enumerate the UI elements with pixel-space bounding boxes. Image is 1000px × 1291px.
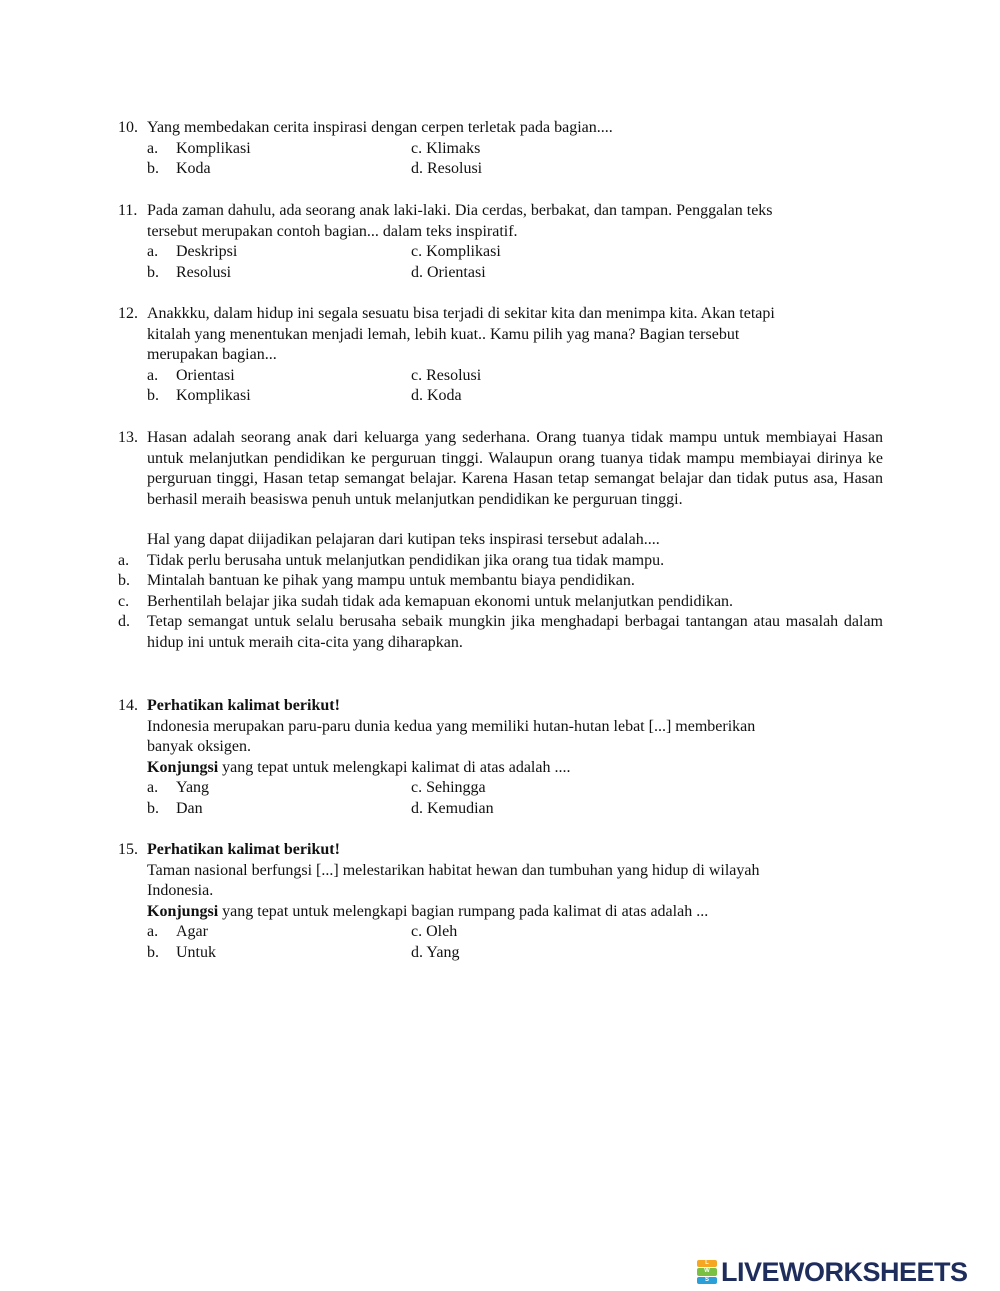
option-label: b.	[147, 799, 159, 817]
question-text-line: merupakan bagian...	[147, 346, 277, 363]
question-15	[118, 840, 883, 963]
prompt-rest: yang tepat untuk melengkapi bagian rumpang pada kalimat di atas adalah ...	[218, 902, 709, 920]
logo-text: LIVEWORKSHEETS	[721, 1256, 968, 1287]
question-text-line: Anakkku, dalam hidup ini segala sesuatu bisa terjadi di sekitar kita dan menimpa kita. Akan tetapi	[147, 305, 775, 322]
option-label: a.	[147, 243, 159, 260]
liveworksheets-logo	[697, 1257, 968, 1287]
option-b[interactable]: Koda	[176, 160, 211, 177]
question-10	[118, 118, 883, 180]
question-text: Yang membedakan cerita inspirasi dengan cerpen terletak pada bagian....	[147, 119, 613, 136]
question-prompt	[147, 758, 883, 779]
option-c[interactable]: c. Sehingga	[411, 779, 486, 796]
question-number: 10.	[118, 119, 138, 136]
option-d[interactable]: Tetap semangat untuk selalu berusaha sebaik mungkin jika menghadapi berbagai tantangan atau masalah dalam hidup ini untuk meraih cita-cita yang diharapkan.	[147, 613, 883, 651]
option-label: b.	[147, 263, 159, 281]
option-d[interactable]: d. Resolusi	[411, 160, 483, 177]
option-d[interactable]: d. Yang	[411, 943, 460, 961]
question-text-line: tersebut merupakan contoh bagian... dalam teks inspiratif.	[147, 222, 518, 240]
prompt-rest: yang tepat untuk melengkapi kalimat di atas adalah ....	[218, 758, 571, 776]
option-label: b.	[147, 387, 159, 404]
option-label: d.	[118, 613, 130, 630]
passage-text: Hasan adalah seorang anak dari keluarga yang sederhana. Orang tuanya tidak mampu untuk membiayai Hasan untuk melanjutkan pendidikan ke perguruan tinggi. Walaupun orang tuanya tidak mampu membiayai dirinya ke perguruan tinggi, Hasan tetap semangat belajar. Karena Hasan tetap semangat belajar dan tidak putus asa, Hasan berhasil meraih beasiswa penuh untuk melanjutkan pendidikan ke perguruan tinggi.	[147, 429, 883, 508]
option-b[interactable]: Untuk	[176, 943, 216, 961]
option-label: b.	[118, 572, 130, 589]
question-heading: Perhatikan kalimat berikut!	[147, 697, 340, 714]
prompt-keyword: Konjungsi	[147, 758, 219, 776]
prompt-keyword: Konjungsi	[147, 902, 219, 920]
option-c[interactable]: c. Komplikasi	[411, 243, 501, 260]
option-label: b.	[147, 160, 159, 177]
question-text: Hal yang dapat diijadikan pelajaran dari kutipan teks inspirasi tersebut adalah....	[147, 531, 660, 548]
option-c[interactable]: c. Klimaks	[411, 139, 481, 157]
sentence-line: Taman nasional berfungsi [...] melestarikan habitat hewan dan tumbuhan yang hidup di wilayah	[147, 861, 760, 879]
question-number: 12.	[118, 305, 138, 322]
option-d[interactable]: d. Kemudian	[411, 799, 494, 817]
option-a[interactable]: Agar	[176, 923, 208, 940]
option-label: a.	[147, 139, 159, 157]
question-14	[118, 696, 883, 819]
sentence-line: Indonesia.	[147, 882, 214, 899]
option-label: a.	[147, 366, 159, 384]
question-prompt	[147, 902, 883, 923]
option-label: a.	[147, 779, 159, 796]
option-label: a.	[118, 551, 130, 569]
question-number: 14.	[118, 697, 138, 714]
option-a[interactable]: Yang	[176, 779, 210, 796]
option-b[interactable]: Komplikasi	[176, 387, 251, 404]
option-a[interactable]: Deskripsi	[176, 243, 238, 260]
question-13	[118, 428, 883, 653]
option-b[interactable]: Dan	[176, 799, 203, 817]
option-d[interactable]: d. Orientasi	[411, 263, 486, 281]
question-number: 15.	[118, 841, 138, 858]
option-c[interactable]: c. Resolusi	[411, 366, 482, 384]
option-a[interactable]: Orientasi	[176, 366, 235, 384]
sentence-line: Indonesia merupakan paru-paru dunia kedua yang memiliki hutan-hutan lebat [...] memberikan	[147, 717, 756, 735]
option-label: b.	[147, 943, 159, 961]
question-heading: Perhatikan kalimat berikut!	[147, 841, 340, 858]
option-b[interactable]: Mintalah bantuan ke pihak yang mampu untuk membantu biaya pendidikan.	[147, 572, 635, 589]
option-c[interactable]: c. Oleh	[411, 923, 458, 940]
option-a[interactable]: Tidak perlu berusaha untuk melanjutkan pendidikan jika orang tua tidak mampu.	[147, 551, 665, 569]
question-12	[118, 304, 883, 407]
option-a[interactable]: Komplikasi	[176, 139, 251, 157]
option-label: a.	[147, 923, 159, 940]
logo-icon: L W S	[697, 1260, 717, 1284]
option-d[interactable]: d. Koda	[411, 387, 462, 404]
question-text-line: kitalah yang menentukan menjadi lemah, lebih kuat.. Kamu pilih yag mana? Bagian tersebut	[147, 325, 740, 343]
option-b[interactable]: Resolusi	[176, 263, 232, 281]
option-label: c.	[118, 592, 130, 610]
question-number: 13.	[118, 429, 138, 446]
question-11	[118, 201, 883, 283]
question-number: 11.	[118, 202, 138, 219]
option-c[interactable]: Berhentilah belajar jika sudah tidak ada kemapuan ekonomi untuk melanjutkan pendidikan.	[147, 592, 734, 610]
sentence-line: banyak oksigen.	[147, 738, 251, 755]
question-text-line: Pada zaman dahulu, ada seorang anak laki-laki. Dia cerdas, berbakat, dan tampan. Penggalan teks	[147, 202, 773, 219]
